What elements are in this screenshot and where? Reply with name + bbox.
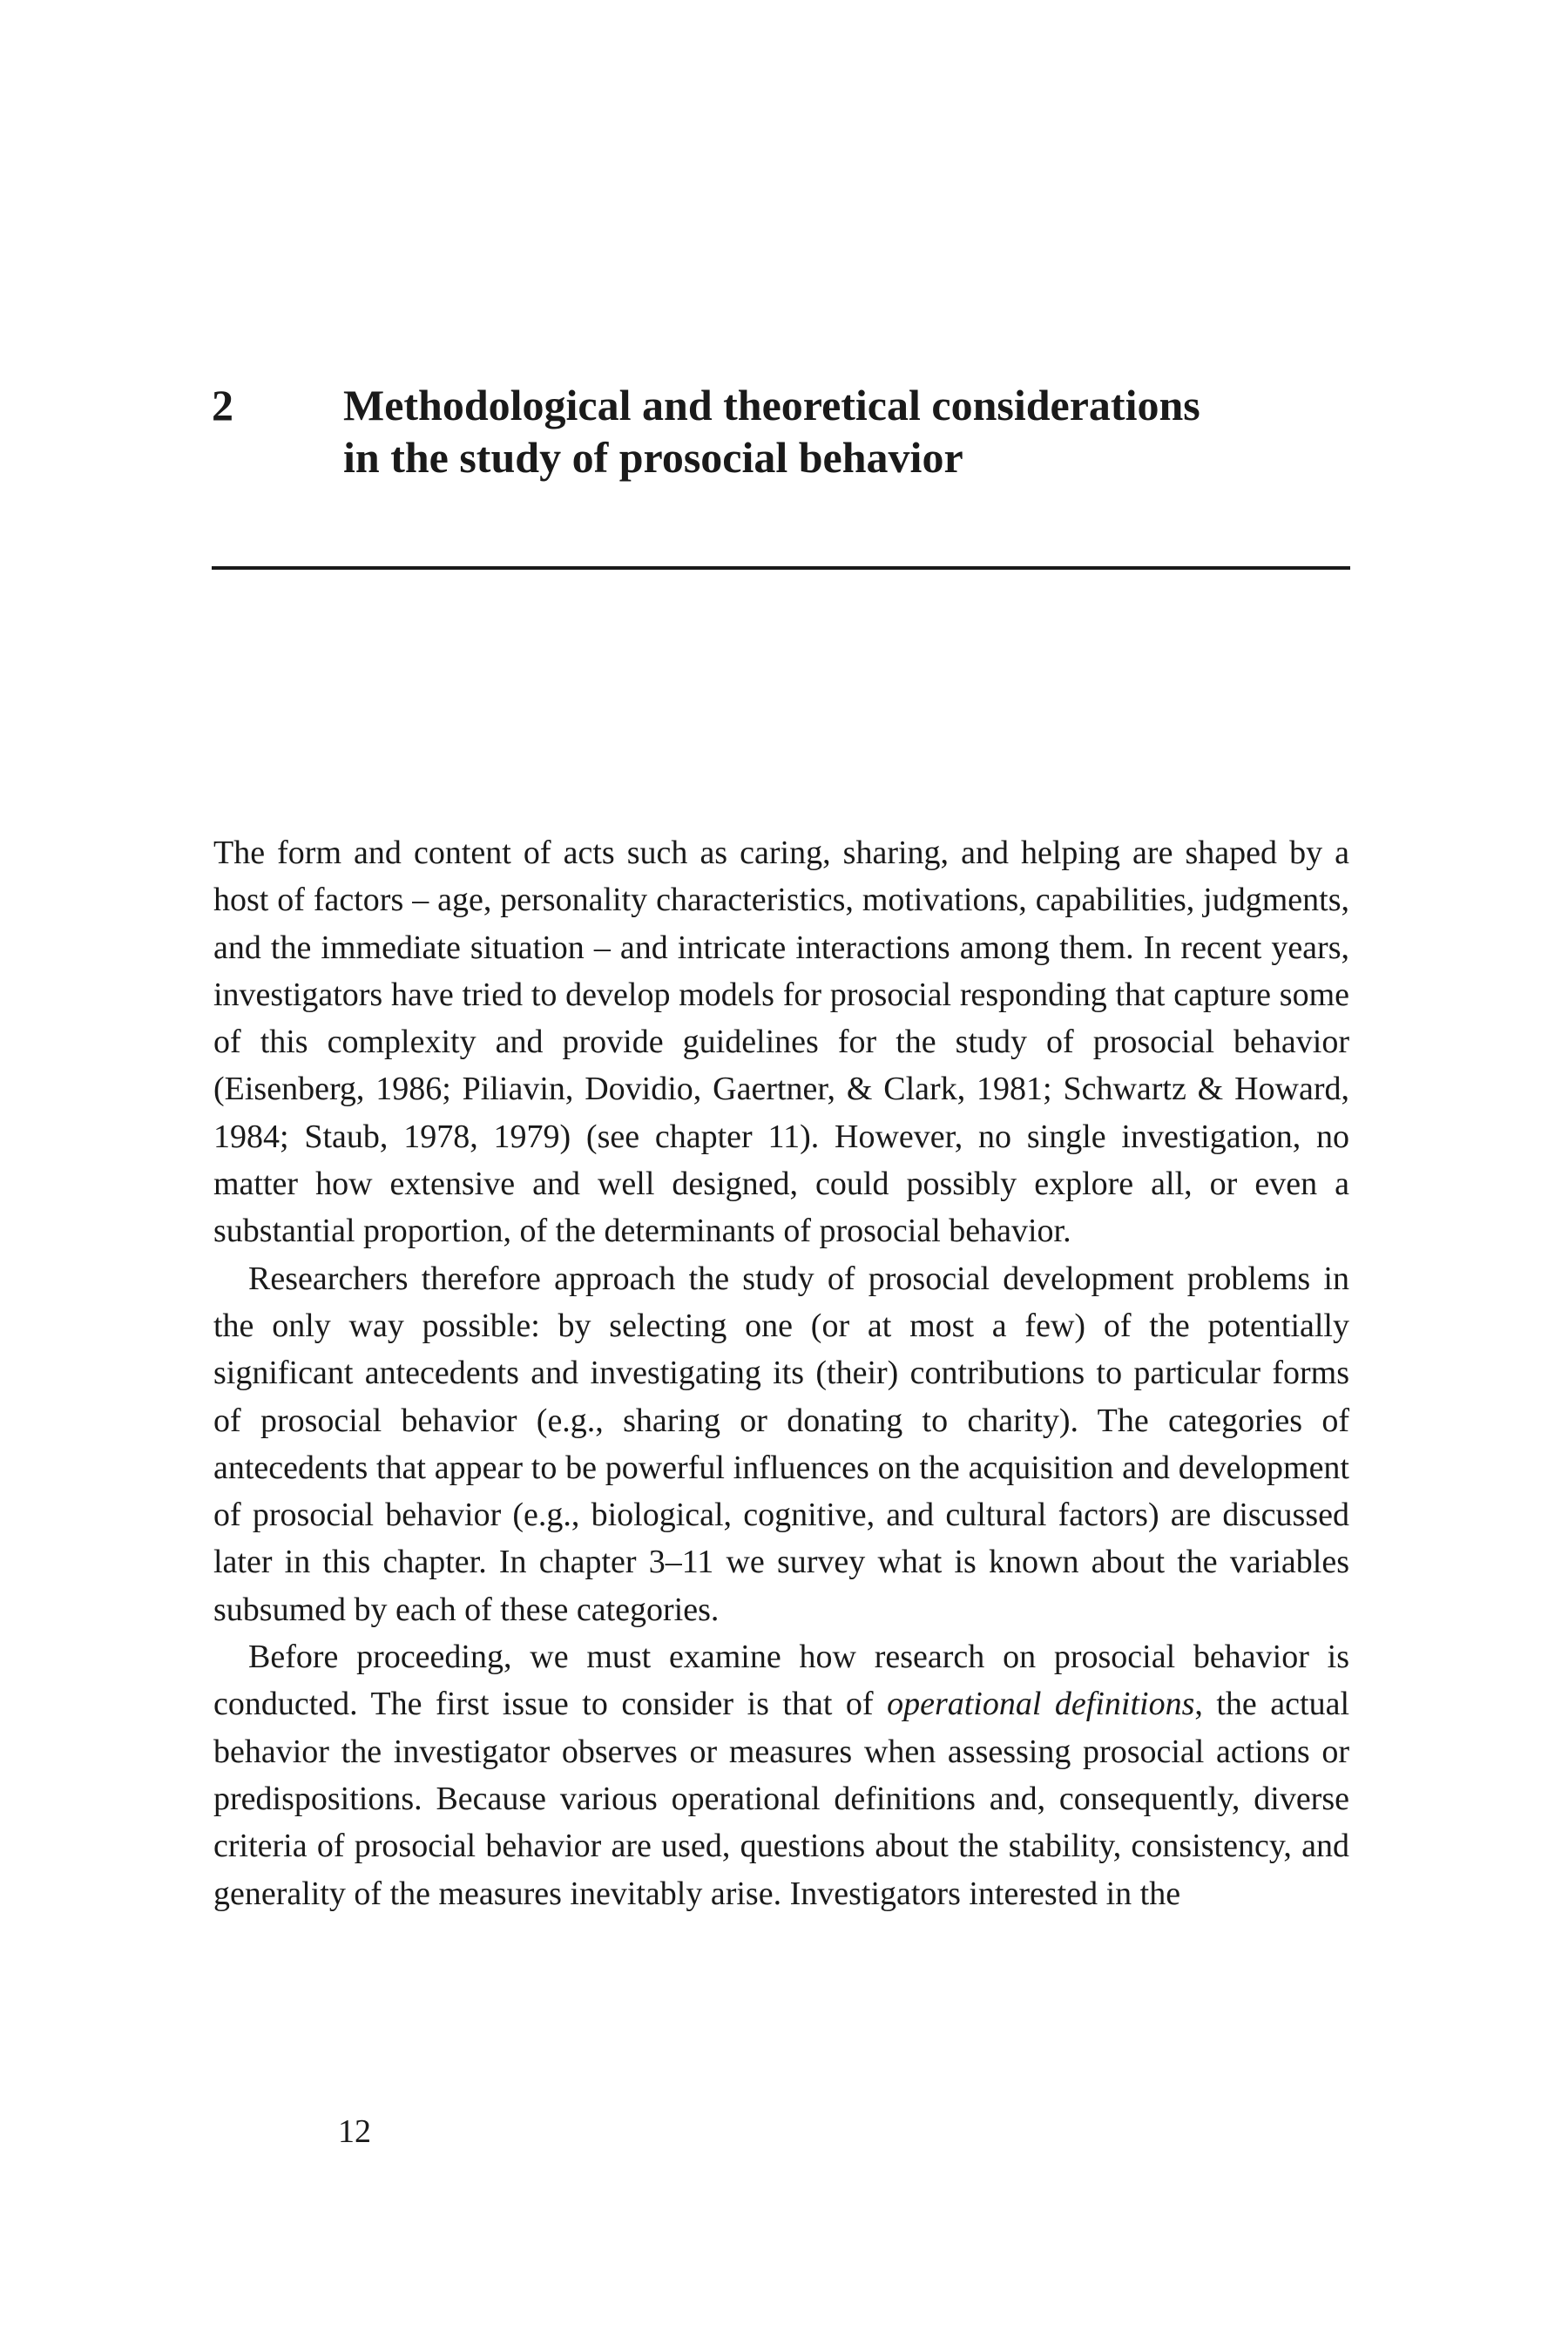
- paragraph-3-text-before: Before proceeding, we must examine how research on prosocial behavior is conducted. The first issue to consider is that of: [213, 1639, 1349, 1723]
- italic-term: operational definitions: [887, 1686, 1195, 1723]
- paragraph-3: [213, 1633, 1349, 1917]
- paragraph-2: Researchers therefore approach the study of prosocial development problems in the only way possible: by selecting one (or at most a few) of the potentially significant antecedents and investigating its (their) contributions to particular forms of prosocial behavior (e.g., sharing or donating to charity). The categories of antecedents that appear to be powerful influences on the acquisition and development of prosocial behavior (e.g., biological, cognitive, and cultural factors) are discussed later in this chapter. In chapter 3–11 we survey what is known about the variables subsumed by each of these categories.: [213, 1260, 1349, 1628]
- body-text: [213, 829, 1349, 1917]
- chapter-title-line-2: in the study of prosocial behavior: [343, 433, 963, 482]
- paragraph-1: The form and content of acts such as caring, sharing, and helping are shaped by a host of factors – age, personality characteristics, motivations, capabilities, judgments, and the immediate situation – and intricate interactions among them. In recent years, investigators have tried to develop models for prosocial responding that capture some of this complexity and provide guidelines for the study of prosocial behavior (Eisenberg, 1986; Piliavin, Dovidio, Gaertner, & Clark, 1981; Schwartz & Howard, 1984; Staub, 1978, 1979) (see chapter 11). However, no single investigation, no matter how extensive and well designed, could possibly explore all, or even a substantial proportion, of the determinants of prosocial behavior.: [213, 835, 1349, 1250]
- chapter-title-line-1: Methodological and theoretical considerations: [343, 381, 1200, 429]
- page-number: 12: [338, 2113, 371, 2150]
- title-divider: [212, 566, 1350, 570]
- chapter-number: 2: [212, 381, 233, 429]
- chapter-title: [343, 379, 1362, 483]
- paragraph-3-text-after: , the actual behavior the investigator observes or measures when assessing prosocial actions or predispositions. Because various operational definitions and, consequently, diverse criteria of prosocial behavior are used, questions about the stability, consistency, and generality of the measures inevitably arise. Investigators interested in the: [213, 1686, 1350, 1912]
